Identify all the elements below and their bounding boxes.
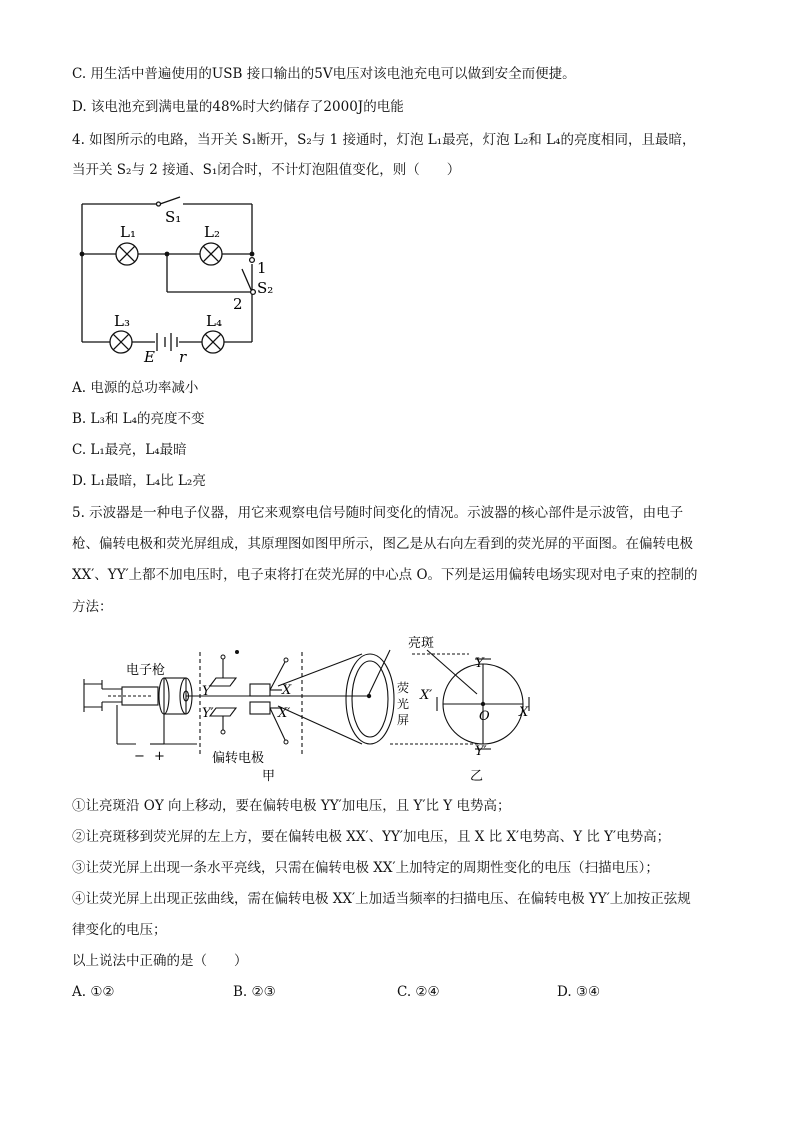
label-x-screen: X xyxy=(519,705,529,720)
q5-stem-line-3: XX′、YY′上都不加电压时，电子束将打在荧光屏的中心点 O。下列是运用偏转电场实现对电子束的控制的 xyxy=(72,567,698,583)
q5-stem-line-2: 枪、偏转电极和荧光屏组成，其原理图如图甲所示，图乙是从右向左看到的荧光屏的平面图。在偏转电极 xyxy=(72,536,693,552)
q5-option-c: C. ②④ xyxy=(397,984,440,1000)
label-l4: L₄ xyxy=(206,312,222,330)
label-xp-screen: X′ xyxy=(420,688,433,703)
q4-option-b: B. L₃和 L₄的亮度不变 xyxy=(72,411,205,427)
label-2: 2 xyxy=(233,295,243,313)
label-yp-left: Y′ xyxy=(202,706,214,721)
q5-option-d: D. ③④ xyxy=(557,984,601,1000)
label-minus: − xyxy=(134,749,145,764)
q4-option-a: A. 电源的总功率减小 xyxy=(72,380,199,396)
label-deflection-electrodes: 偏转电极 xyxy=(212,751,265,766)
label-bright-spot: 亮斑 xyxy=(408,636,435,651)
label-o-screen: O xyxy=(479,709,490,724)
q4-stem-line-1: 4. 如图所示的电路，当开关 S₁断开，S₂与 1 接通时，灯泡 L₁最亮，灯泡 L₂和 L₄的亮度相同，且最暗， xyxy=(72,132,696,148)
q5-option-a: A. ①② xyxy=(72,984,115,1000)
q5-options xyxy=(0,982,794,1002)
label-jia: 甲 xyxy=(262,769,276,784)
label-y-left: Y xyxy=(202,684,211,699)
q3-option-c: C. 用生活中普遍使用的USB 接口输出的5V电压对该电池充电可以做到安全而便捷。 xyxy=(72,66,576,82)
q5-question: 以上说法中正确的是（ ） xyxy=(72,953,248,969)
label-s1: S₁ xyxy=(165,208,182,226)
q5-statement-1: ①让亮斑沿 OY 向上移动，要在偏转电极 YY′加电压，且 Y′比 Y 电势高； xyxy=(72,798,511,814)
label-electron-gun: 电子枪 xyxy=(126,663,166,678)
q3-option-d: D. 该电池充到满电量的48%时大约储存了2000J的电能 xyxy=(72,99,404,115)
label-screen-2: 光 xyxy=(397,697,410,711)
label-xp-left: X′ xyxy=(278,706,291,721)
q4-stem-line-2: 当开关 S₂与 2 接通、S₁闭合时，不计灯泡阻值变化，则（ ） xyxy=(72,162,461,178)
label-plus: + xyxy=(154,749,165,764)
label-l2: L₂ xyxy=(204,223,220,241)
label-r: r xyxy=(179,348,187,366)
q4-circuit-diagram xyxy=(72,192,282,367)
label-l1: L₁ xyxy=(120,223,136,241)
q5-statement-4-line-1: ④让荧光屏上出现正弦曲线，需在偏转电极 XX′上加适当频率的扫描电压、在偏转电极 YY′上加按正弦规 xyxy=(72,891,691,907)
q5-oscilloscope-diagram xyxy=(72,632,552,784)
label-s2: S₂ xyxy=(257,279,274,297)
label-l3: L₃ xyxy=(114,312,130,330)
q4-option-d: D. L₁最暗，L₄比 L₂亮 xyxy=(72,473,206,489)
label-screen-3: 屏 xyxy=(397,713,410,727)
q5-stem-line-1: 5. 示波器是一种电子仪器，用它来观察电信号随时间变化的情况。示波器的核心部件是示波管，由电子 xyxy=(72,505,684,521)
q5-statement-3: ③让荧光屏上出现一条水平亮线，只需在偏转电极 XX′上加特定的周期性变化的电压（扫描电压）； xyxy=(72,860,659,876)
label-1: 1 xyxy=(257,259,267,277)
label-screen-1: 荧 xyxy=(397,681,410,695)
q5-option-b: B. ②③ xyxy=(233,984,276,1000)
q5-stem-line-4: 方法： xyxy=(72,599,113,615)
q5-statement-4-line-2: 律变化的电压； xyxy=(72,922,167,938)
label-e: E xyxy=(144,348,155,366)
label-y-screen: Y xyxy=(475,656,484,671)
q4-option-c: C. L₁最亮，L₄最暗 xyxy=(72,442,187,458)
label-yi: 乙 xyxy=(470,769,484,784)
q5-statement-2: ②让亮斑移到荧光屏的左上方，要在偏转电极 XX′、YY′加电压，且 X 比 X′电势高、Y 比 Y′电势高； xyxy=(72,829,671,845)
label-yp-screen: Y′ xyxy=(475,744,487,759)
label-x-left: X xyxy=(282,683,292,698)
